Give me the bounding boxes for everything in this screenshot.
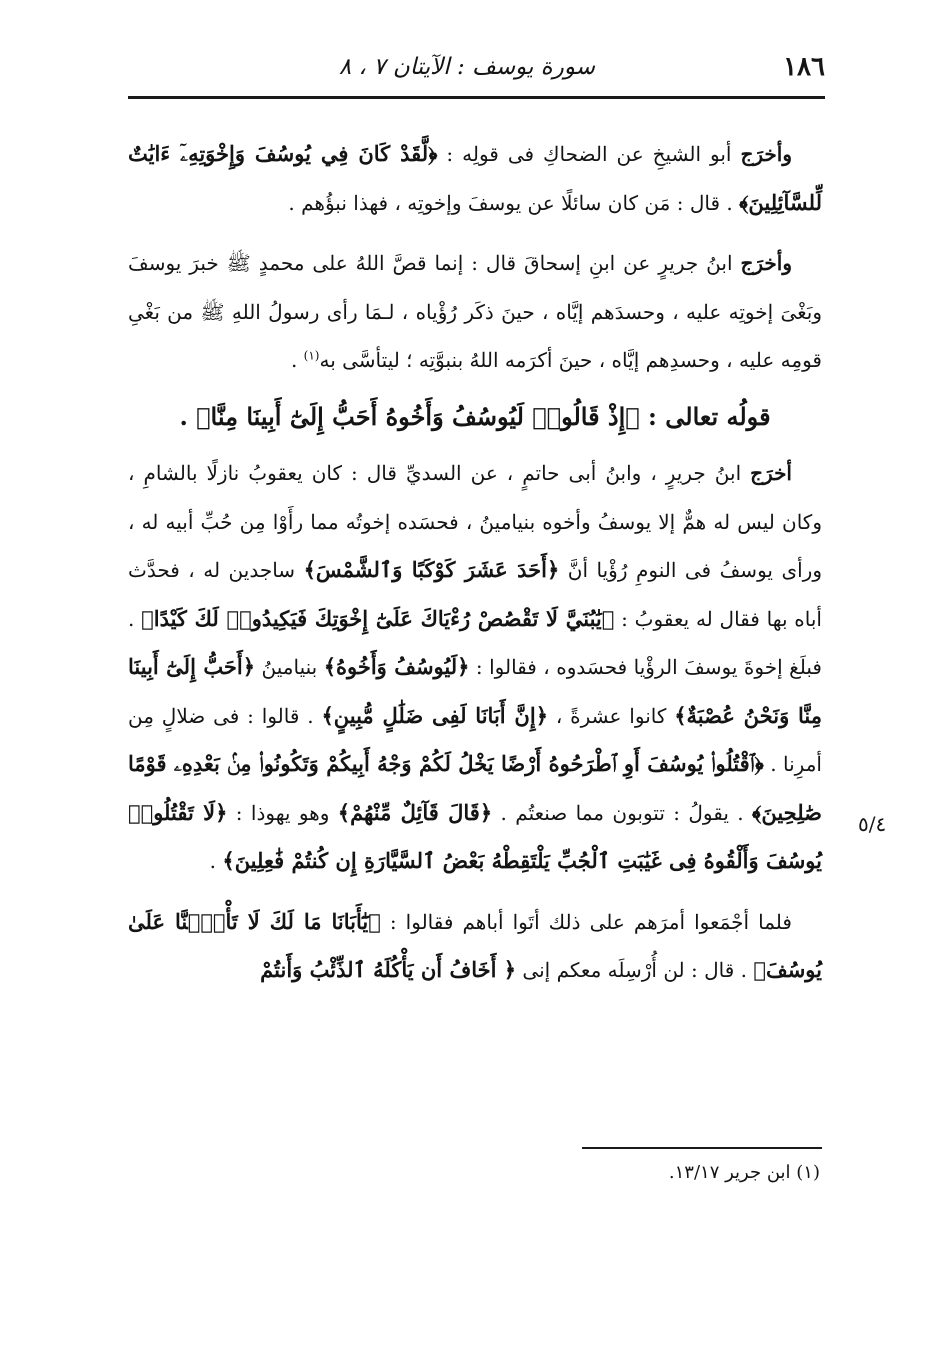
- verse-heading: [128, 393, 822, 442]
- page-header: [130, 52, 825, 92]
- quran-verse: ﴿إِذْ قَالُوا۟ لَيُوسُفُ وَأَخُوهُ أَحَبُّ إِلَىٰٓ أَبِينَا مِنَّا﴾: [196, 401, 640, 431]
- quran-verse: ﴿قَالَ قَآئِلٌ مِّنْهُمْ﴾: [337, 799, 493, 825]
- quran-verse: ﴿ٱقْتُلُوا۟ يُوسُفَ أَوِ ٱطْرَحُوهُ أَرْضًا يَخْلُ لَكُمْ وَجْهُ أَبِيكُمْ وَتَكُونُوا۟ مِنۢ بَعْدِهِۦ قَوْمًا صَٰلِحِينَ﴾: [128, 751, 822, 825]
- paragraph-text: . فبلَغ إخوةَ يوسفَ الرؤْيا فحسَدوه ، فقالوا :: [128, 606, 822, 679]
- paragraph-1: [128, 130, 822, 227]
- quran-verse: ﴿يَٰٓأَبَانَا مَا لَكَ لَا تَأْمَ۫نَّا عَلَىٰ يُوسُفَ﴾: [128, 908, 822, 982]
- quran-verse: ﴿أَحَبُّ إِلَىٰٓ أَبِينَا مِنَّا وَنَحْنُ عُصْبَةٌ﴾: [128, 654, 822, 728]
- paragraph-lead: أخرَج: [750, 461, 792, 485]
- paragraph-lead: وأخرَج: [740, 142, 792, 166]
- heading-end: .: [179, 401, 197, 431]
- marginal-volume-note: ٥/٤: [858, 812, 887, 836]
- paragraph-text: فلما أجْمَعوا أمرَهم على ذلك أتَوا أباهم فقالوا :: [380, 909, 792, 934]
- paragraph-text: أبو الشيخِ عن الضحاكِ فى قولِه :: [437, 142, 741, 166]
- paragraph-text: .: [290, 348, 304, 372]
- paragraph-text: ساجدين له ، فحدَّث أباه بها فقال له يعقوبُ :: [128, 558, 822, 631]
- quran-verse: ﴿ أَخَافُ أَن يَأْكُلَهُ ٱلذِّئْبُ وَأَنتُمْ: [260, 957, 517, 982]
- quran-verse: ﴿أَحَدَ عَشَرَ كَوْكَبًا وَٱلشَّمْسَ﴾: [303, 557, 560, 582]
- footnote: (١) ابن جرير ١٣/١٧.: [668, 1162, 820, 1183]
- paragraph-lead: وأخرَج: [740, 251, 792, 275]
- footnote-rule: [582, 1147, 822, 1149]
- paragraph-text: .: [209, 849, 223, 873]
- paragraph-text: . يقولُ : تتوبون مما صنعتُم .: [492, 800, 753, 825]
- paragraph-3: [128, 449, 822, 886]
- paragraph-text: وهو يهوذا :: [227, 800, 338, 825]
- footnote-reference: (١): [303, 348, 320, 363]
- quran-verse: ﴿إِنَّ أَبَانَا لَفِى ضَلَٰلٍ مُّبِينٍ﴾: [321, 702, 548, 728]
- running-title: سورة يوسف : الآيتان ٧ ، ٨: [338, 54, 595, 80]
- paragraph-text: . قال : مَن كان سائلًا عن يوسفَ وإخوتِه ، فهذا نبؤُهم .: [288, 190, 740, 215]
- paragraph-text: . قالوا : فى ضلالٍ مِن أمرِنا .: [128, 703, 822, 776]
- paragraph-text: كانوا عشرةً ،: [548, 703, 675, 728]
- header-rule: [128, 96, 825, 99]
- quran-verse: ﴿لَّقَدْ كَانَ فِي يُوسُفَ وَإِخْوَتِهِۦٓ ءَايَٰتٌ لِّلسَّآئِلِينَ﴾: [128, 141, 822, 215]
- quran-verse: ﴿لَا تَقْتُلُوا۟ يُوسُفَ وَأَلْقُوهُ فِى غَيَٰبَتِ ٱلْجُبِّ يَلْتَقِطْهُ بَعْضُ ٱلسَّيَّارَةِ إِن كُنتُمْ فَٰعِلِينَ﴾: [128, 799, 822, 873]
- page-number: ١٨٦: [783, 52, 825, 82]
- heading-label: قولُه تعالى :: [639, 401, 771, 431]
- paragraph-text: ابنُ جريرٍ ، وابنُ أبى حاتمٍ ، عن السديِّ قال : كان يعقوبُ نازلًا بالشامِ ، وكان ليس له همٌّ إلا يوسفُ وأخوه بنيامينُ ، فحسَده إخوتُه مما رأَوْا مِن حُبِّ أبيه له ، ورأى يوسفُ فى النومِ رُؤْيا أنَّ: [128, 461, 822, 582]
- quran-verse: ﴿لَيُوسُفُ وَأَخُوهُ﴾: [323, 654, 470, 679]
- quran-verse: ﴿يَٰبُنَيَّ لَا تَقْصُصْ رُءْيَاكَ عَلَىٰٓ إِخْوَتِكَ فَيَكِيدُوا۟ لَكَ كَيْدًا﴾: [141, 605, 615, 631]
- paragraph-text: ابنُ جريرٍ عن ابنِ إسحاقَ قال : إنما قصَّ اللهُ على محمدٍ ﷺ خبرَ يوسفَ وبَغْىَ إخوتِه عليه ، وحسدَهم إيَّاه ، حينَ ذكَر رُؤْياه ، لـمَا رأى رسولُ اللهِ ﷺ من بَغْىِ قومِه عليه ، وحسدِهم إيَّاه ، حينَ أكرَمه اللهُ بنبوَّتِه ؛ ليتأسَّى به: [128, 251, 822, 372]
- paragraph-2: [128, 239, 822, 385]
- paragraph-text: بنيامينُ: [255, 655, 324, 679]
- paragraph-4: [128, 898, 822, 995]
- paragraph-text: . قال : لن أُرْسِلَه معكم إنى: [516, 958, 754, 982]
- body-text: [128, 130, 822, 995]
